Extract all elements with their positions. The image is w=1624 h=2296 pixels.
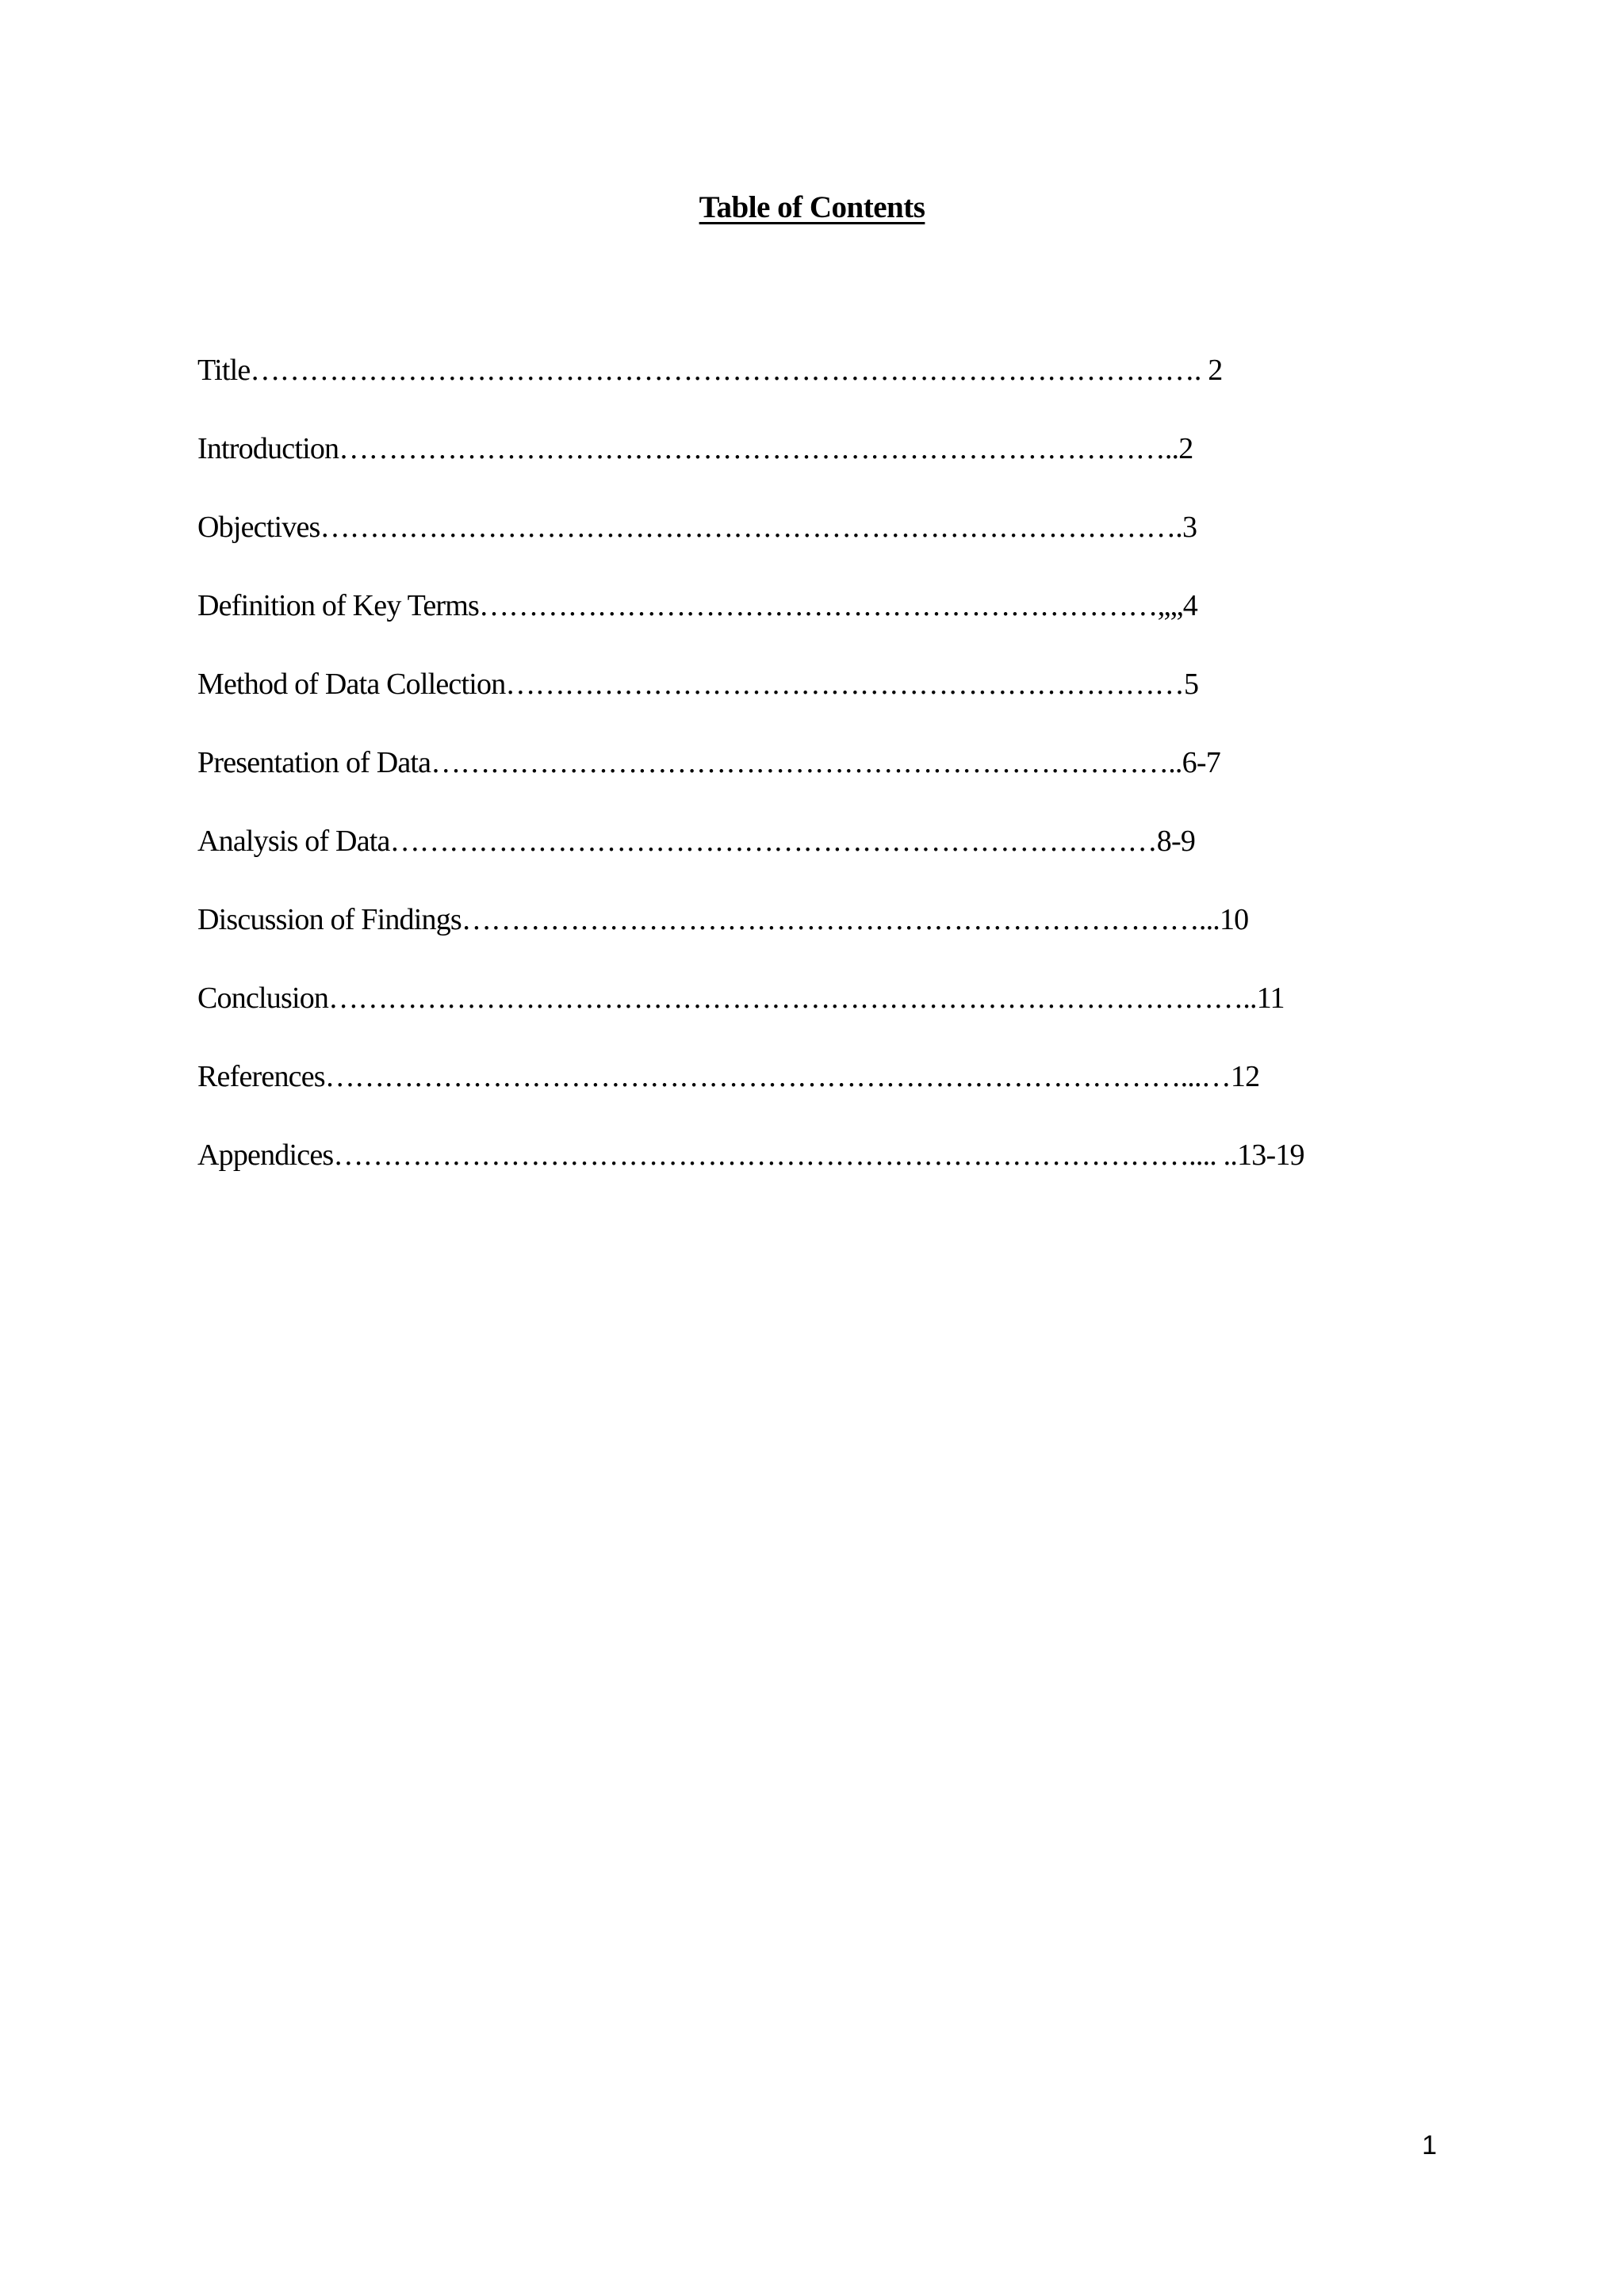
toc-entry-definition-of-key-terms: Definition of Key Terms……………………………………………………………„„4 — [197, 589, 1197, 622]
toc-entry-method-of-data-collection: Method of Data Collection……………………………………………………………5 — [197, 668, 1199, 701]
page-number: 1 — [1422, 2130, 1437, 2160]
toc-entry-appendices: Appendices…………………………………………………………………………….... ..13-19 — [197, 1138, 1304, 1172]
toc-list — [197, 351, 1466, 1215]
toc-entry-conclusion: Conclusion…………………………………………………………………………………..11 — [197, 982, 1285, 1015]
toc-entry-title: Title……………………………………………………………………………………. 2 — [197, 354, 1223, 387]
toc-entry-references: References……………………………………………………………………………...…12 — [197, 1060, 1260, 1093]
toc-entry-presentation-of-data: Presentation of Data…………………………………………………………………..6-7 — [197, 746, 1220, 779]
toc-entry-objectives: Objectives…………………………………………………………………………….3 — [197, 511, 1197, 544]
toc-heading-text: Table of Contents — [699, 190, 925, 224]
toc-entry-analysis-of-data: Analysis of Data……………………………………………………………………8-9 — [197, 825, 1196, 858]
toc-entry-discussion-of-findings: Discussion of Findings…………………………………………………………………...10 — [197, 903, 1249, 936]
page-title — [0, 189, 1624, 227]
toc-entry-introduction: Introduction…………………………………………………………………………..2 — [197, 432, 1193, 465]
